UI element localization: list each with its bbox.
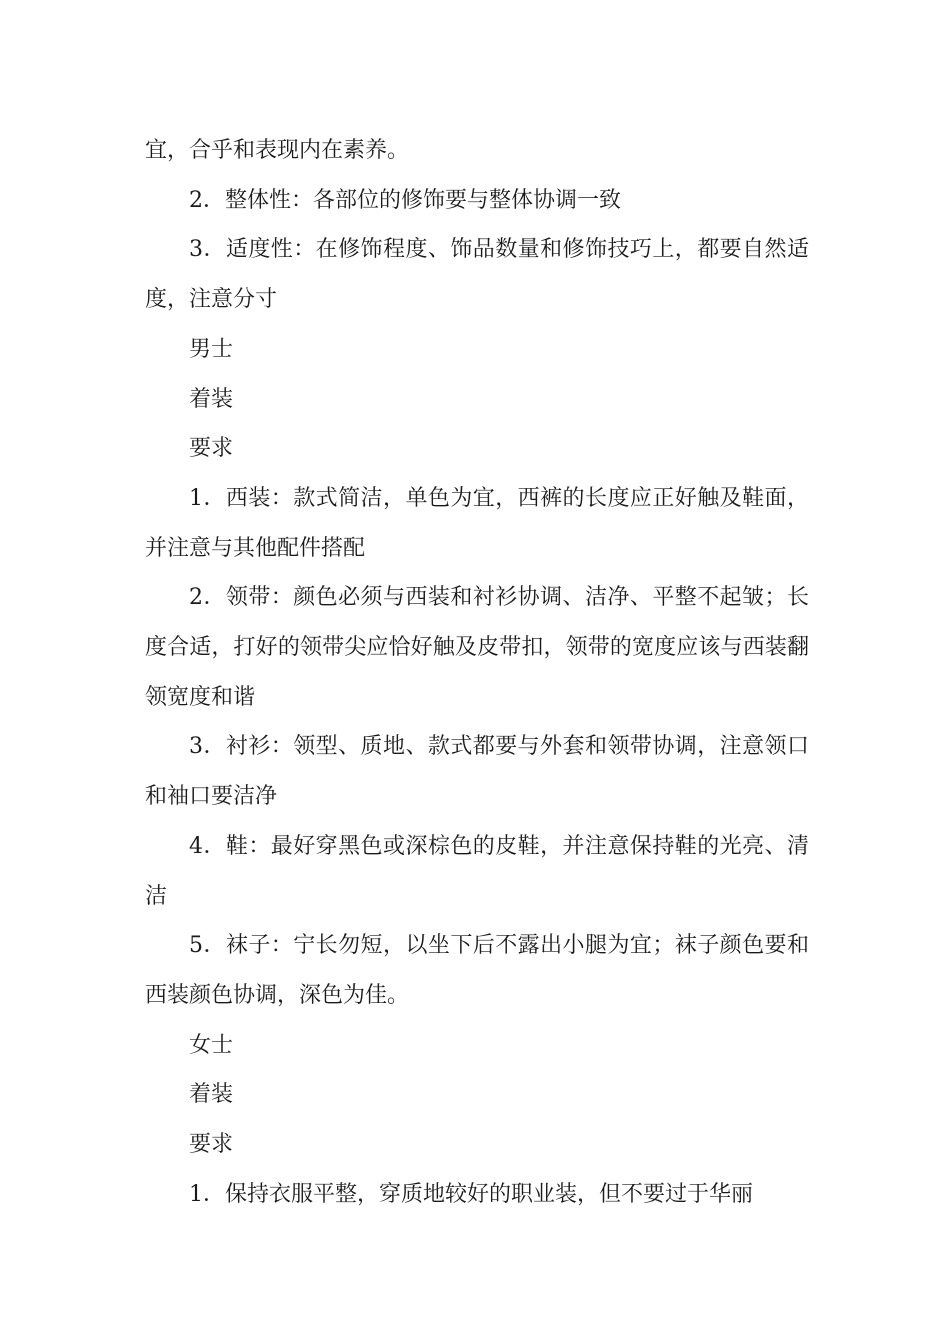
section-heading-attire: 着装 xyxy=(189,386,234,412)
section-heading-requirements: 要求 xyxy=(189,436,234,462)
document-body xyxy=(145,126,809,1219)
paragraph-shirt: 3．衬衫：领型、质地、款式都要与外套和领带协调，注意领口和袖口要洁净 xyxy=(145,734,809,810)
paragraph-clothing-neat: 1．保持衣服平整，穿质地较好的职业装，但不要过于华丽 xyxy=(189,1181,753,1207)
section-heading-men: 男士 xyxy=(189,336,234,362)
paragraph-tie: 2．领带：颜色必须与西装和衬衫协调、洁净、平整不起皱；长度合适，打好的领带尖应恰好触及皮带扣，领带的宽度应该与西装翻领宽度和谐 xyxy=(145,585,809,710)
paragraph-continuation: 宜，合乎和表现内在素养。 xyxy=(145,138,410,163)
paragraph-shoes: 4．鞋：最好穿黑色或深棕色的皮鞋，并注意保持鞋的光亮、清洁 xyxy=(145,833,809,909)
paragraph-suit: 1．西装：款式简洁，单色为宜，西裤的长度应正好触及鞋面，并注意与其他配件搭配 xyxy=(145,485,809,561)
section-heading-women: 女士 xyxy=(189,1032,234,1058)
paragraph-socks: 5．袜子：宁长勿短，以坐下后不露出小腿为宜；袜子颜色要和西装颜色协调，深色为佳。 xyxy=(145,933,809,1008)
section-heading-attire-women: 着装 xyxy=(189,1082,234,1108)
paragraph-integrity: 2．整体性：各部位的修饰要与整体协调一致 xyxy=(189,187,621,213)
paragraph-moderation: 3．适度性：在修饰程度、饰品数量和修饰技巧上，都要自然适度，注意分寸 xyxy=(145,237,809,313)
section-heading-requirements-women: 要求 xyxy=(189,1132,234,1158)
